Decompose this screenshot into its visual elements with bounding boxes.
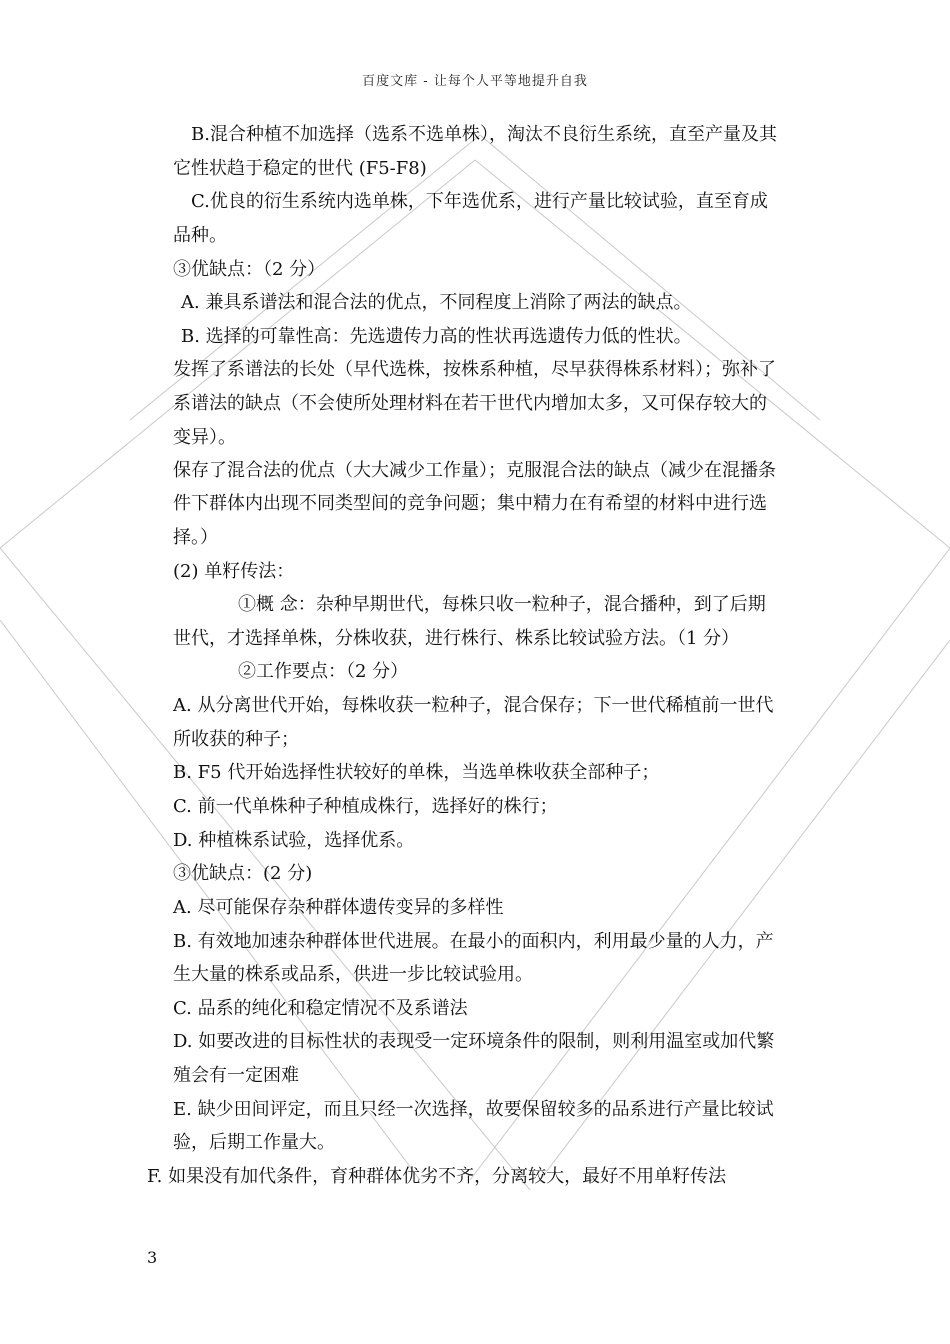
text-line: 系谱法的缺点（不会使所处理材料在若干世代内增加太多，又可保存较大的 [173, 393, 767, 414]
page-header: 百度文库 - 让每个人平等地提升自我 [362, 74, 588, 89]
text-line: C. 品系的纯化和稳定情况不及系谱法 [173, 998, 468, 1019]
text-line: ③优缺点：（2 分） [173, 259, 326, 280]
text-line: F. 如果没有加代条件，育种群体优劣不齐，分离较大，最好不用单籽传法 [147, 1166, 727, 1187]
text-line: E. 缺少田间评定，而且只经一次选择，故要保留较多的品系进行产量比较试 [173, 1099, 774, 1120]
text-line: 件下群体内出现不同类型间的竞争问题；集中精力在有希望的材料中进行选 [173, 493, 767, 514]
text-line: D. 如要改进的目标性状的表现受一定环境条件的限制，则利用温室或加代繁 [173, 1031, 775, 1052]
text-line: C.优良的衍生系统内选单株，下年选优系，进行产量比较试验，直至育成 [191, 191, 768, 212]
text-line: 品种。 [173, 225, 227, 246]
text-line: B. 有效地加速杂种群体世代进展。在最小的面积内，利用最少量的人力，产 [173, 931, 774, 952]
text-line: B.混合种植不加选择（选系不选单株），淘汰不良衍生系统，直至产量及其 [191, 124, 777, 145]
text-line: A. 尽可能保存杂种群体遗传变异的多样性 [173, 897, 504, 918]
text-line: B. F5 代开始选择性状较好的单株，当选单株收获全部种子； [173, 762, 660, 783]
text-line: D. 种植株系试验，选择优系。 [173, 830, 415, 851]
text-line: A. 从分离世代开始，每株收获一粒种子，混合保存；下一世代稀植前一世代 [173, 695, 774, 716]
text-line: ②工作要点：（2 分） [238, 661, 409, 682]
text-line: C. 前一代单株种子种植成株行，选择好的株行； [173, 796, 558, 817]
text-line: ③优缺点：(2 分) [173, 863, 313, 884]
section-heading: (2) 单籽传法： [173, 561, 295, 582]
text-line: B. 选择的可靠性高：先选遗传力高的性状再选遗传力低的性状。 [181, 326, 692, 347]
text-line: 世代，才选择单株，分株收获，进行株行、株系比较试验方法。（1 分） [173, 628, 740, 649]
page-number: 3 [147, 1248, 158, 1267]
text-line: 变异）。 [173, 427, 236, 448]
text-line: 验，后期工作量大。 [173, 1132, 335, 1153]
text-line: 择。） [173, 527, 218, 548]
text-line: 发挥了系谱法的长处（早代选株，按株系种植，尽早获得株系材料）；弥补了 [173, 359, 776, 380]
text-line: A. 兼具系谱法和混合法的优点，不同程度上消除了两法的缺点。 [181, 292, 692, 313]
text-line: 它性状趋于稳定的世代 (F5-F8) [173, 158, 427, 179]
text-line: 殖会有一定困难 [173, 1065, 299, 1086]
text-line: 所收获的种子； [173, 729, 299, 750]
text-line: 生大量的株系或品系，供进一步比较试验用。 [173, 964, 533, 985]
text-line: ①概 念：杂种早期世代，每株只收一粒种子，混合播种，到了后期 [238, 594, 766, 615]
text-line: 保存了混合法的优点（大大减少工作量）；克服混合法的缺点（减少在混播条 [173, 460, 776, 481]
